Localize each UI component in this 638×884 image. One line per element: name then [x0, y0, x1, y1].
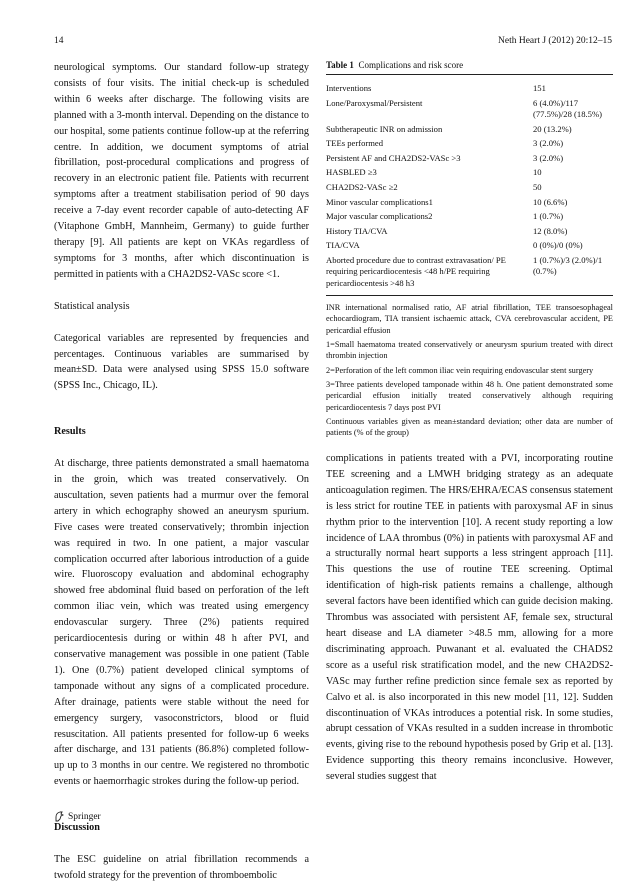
row-label: CHA2DS2-VASc ≥2: [326, 181, 398, 192]
row-value: 151: [533, 83, 546, 93]
table-row: [326, 224, 613, 239]
section-heading-statistical-analysis: Statistical analysis: [54, 300, 130, 312]
table-row: [326, 75, 613, 96]
table-row: [326, 137, 613, 152]
row-value: 0 (0%)/0 (0%): [533, 240, 583, 251]
table-row: [326, 151, 613, 166]
publisher-name: Springer: [68, 811, 101, 822]
left-column: [54, 60, 309, 884]
table-row: [326, 239, 613, 254]
row-label: Aborted procedure due to contrast extravasation/ PE requiring pericardiocentesis <48 h/PE requiring pericardiocentesis >48 h3: [326, 253, 529, 295]
row-label: Persistent AF and CHA2DS2-VASc >3: [326, 152, 461, 163]
row-value: 1 (0.7%)/3 (2.0%)/1 (0.7%): [529, 253, 613, 295]
page-number: 14: [54, 36, 64, 46]
body-paragraph: At discharge, three patients demonstrated a small haematoma in the groin, which was treated conservatively. On auscultation, seven patients had a murmur over the femoral artery in which echography showed an aneurysm spurium. Five cases were treated conservatively; thrombin injection was required in two. In one patient, a major vascular complication occurred after laborious introduction of a guide wire. Fluoroscopy evaluation and abdominal echography showed free abdominal fluid based on perforation of the left common iliac vein, which was treated using emergency endovascular surgery. Three (2%) patients required pericardiocentesis during or within 48 h after PVI, and conservative management was possible in one patient (Table 1). One (0.7%) patient developed clinical symptoms of tamponade without any signs of a complicated procedure. After drainage, patients were stable without the need for emergency surgery, vasoconstrictors, blood or fluid resuscitation. All patients presented for follow-up 6 weeks after discharge, and 131 patients (86.8%) completed follow-up up to 3 months in our centre. We registered no thrombotic events or haemorrhagic strokes during the follow-up period.: [54, 458, 309, 788]
row-label: TEEs performed: [326, 138, 384, 149]
risk-table: [326, 74, 613, 296]
row-value: 1 (0.7%): [533, 211, 564, 222]
row-label: Lone/Paroxysmal/Persistent: [326, 97, 423, 108]
table-note: 3=Three patients developed tamponade within 48 h. One patient demonstrated some pericardial effusion initially treated conservatively although requiring pericardiocentesis 7 days post PVI: [326, 379, 613, 412]
table-note: INR international normalised ratio, AF atrial fibrillation, TEE transoesophageal echocardiogram, TIA transient ischaemic attack, CVA cerebrovascular accident, PE pericardial effusion: [326, 303, 613, 335]
table-note: 1=Small haematoma treated conservatively or aneurysm spurium treated with direct thrombin injection: [326, 340, 613, 361]
table-complications: [326, 60, 613, 441]
table-caption-text: Complications and risk score: [358, 60, 464, 70]
row-label: Major vascular complications2: [326, 211, 433, 222]
row-label: Subtherapeutic INR on admission: [326, 123, 443, 134]
table-note: Continuous variables given as mean±standard deviation; other data are number of patients (% of the group): [326, 416, 613, 438]
row-label: Minor vascular complications1: [326, 196, 433, 207]
row-value: 12 (8.0%): [533, 225, 568, 236]
section-heading-results: Results: [54, 426, 86, 438]
body-paragraph: Categorical variables are represented by frequencies and percentages. Continuous variables are summarised by mean±SD. Data were analysed using SPSS 15.0 software (SPSS Inc., Chicago, IL).: [54, 332, 309, 392]
table-row: [326, 96, 613, 122]
table-row: [326, 253, 613, 295]
table-caption-label: Table 1: [326, 60, 354, 70]
body-paragraph: The ESC guideline on atrial fibrillation recommends a twofold strategy for the prevention of thromboembolic: [54, 854, 309, 881]
row-label: HASBLED ≥3: [326, 167, 377, 178]
row-value: 10: [533, 167, 542, 178]
row-value: 3 (2.0%): [533, 138, 564, 149]
row-value: 10 (6.6%): [533, 196, 568, 207]
table-row: [326, 166, 613, 181]
row-value: 50: [533, 181, 542, 192]
table-row: [326, 195, 613, 210]
row-value: 6 (4.0%)/117 (77.5%)/28 (18.5%): [533, 97, 602, 119]
body-paragraph: neurological symptoms. Our standard follow-up strategy consists of four visits. The initial check-up is scheduled within 6 weeks after discharge. The following visits are planned with a 3-month interval. Depending on the distance to our hospital, some patients continue follow-up at the referring centre. In addition, we document symptoms of atrial fibrillation, post-procedural complications and progress of recovery in an electronic patient file. Patients with recurrent symptoms after a treatment stabilisation period of 90 days receive a 7-day event recorder capable of auto-detecting AF (Vitaphone GmbH, Mannheim, Germany) to guide further therapy [9]. All patients are kept on VKAs regardless of symptoms for 3 months, after which discontinuation is permitted in patients with a CHA2DS2-VASc score <1.: [54, 62, 309, 280]
row-label: History TIA/CVA: [326, 225, 388, 236]
row-label: Interventions: [326, 83, 372, 93]
table-caption: [326, 60, 613, 70]
table-notes: [326, 302, 613, 438]
right-column: [326, 451, 613, 785]
table-row: [326, 210, 613, 225]
table-row: [326, 180, 613, 195]
springer-horse-icon: [54, 811, 64, 822]
table-note: 2=Perforation of the left common iliac vein requiring endovascular stent surgery: [326, 365, 594, 375]
body-paragraph: complications in patients treated with a PVI, incorporating routine TEE screening and a LMWH bridging strategy as an adequate anticoagulation regimen. The HRS/EHRA/ECAS consensus statement is less strict for routine TEE in patients with paroxysmal AF in sinus rhythm prior to the intervention [10]. A recent study reporting a low incidence of LAA thrombus (0%) in patients with paroxysmal AF and a structurally normal heart supports a less stringent approach [11]. This questions the use of routine TEE screening. Optimal identification of high-risk patients remains a challenge, although several factors have been identified which can guide decision making. Thrombus was associated with persistent AF, female sex, structural heart disease and LA diameter >48.5 mm, allowing for a more discriminating approach. Puwanant et al. evaluated the CHADS2 score as a useful risk stratification model, and the new CHA2DS2-VASc may further refine prediction since female sex as reported by Calvo et al. is also incorporated in this new model [11, 12]. Sudden discontinuation of VKAs introduces a potential risk. In some studies, abrupt cessation of VKAs resulted in a sudden increase in thrombotic events, giving rise to the rebound hypothesis posed by Grip et al. [13]. Evidence supporting this theory remains inconclusive. However, several studies suggest that: [326, 453, 613, 783]
row-label: TIA/CVA: [326, 240, 360, 251]
table-row: [326, 122, 613, 137]
footer: [54, 811, 101, 822]
row-value: 20 (13.2%): [533, 123, 572, 134]
journal-citation: Neth Heart J (2012) 20:12–15: [498, 36, 612, 46]
row-value: 3 (2.0%): [533, 152, 564, 163]
section-heading-discussion: Discussion: [54, 822, 100, 834]
